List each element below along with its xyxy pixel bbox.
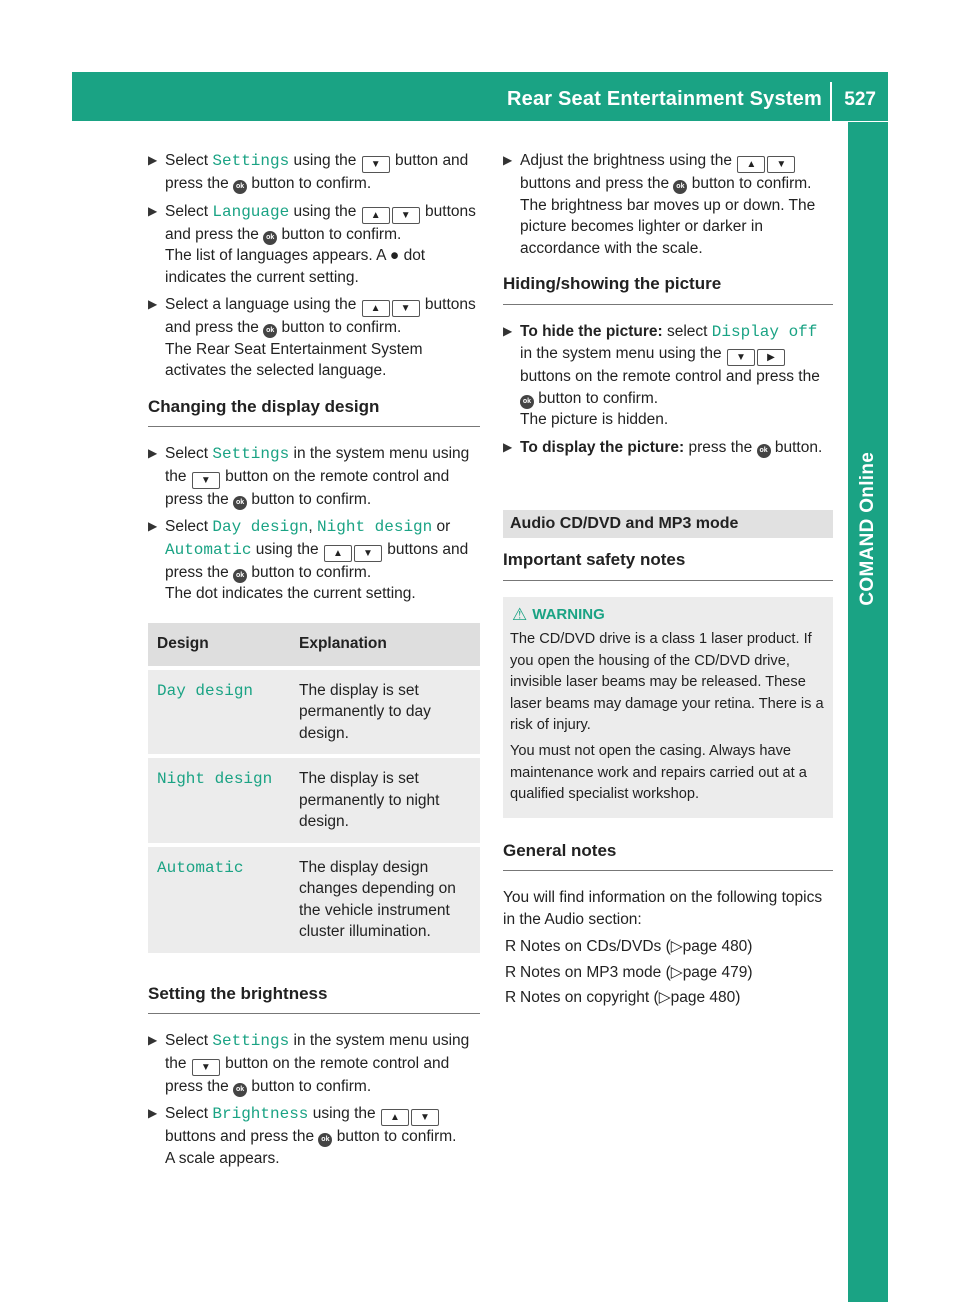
page-ref-link[interactable]: page 480) (670, 989, 741, 1007)
step-arrow-icon: ▶ (148, 297, 158, 311)
ok-button-icon: ok (520, 395, 534, 409)
step-adjust-brightness: ▶ Adjust the brightness using the ▲ ▼ buttons and press the ok button to confirm. The brightness bar moves up or down. The picture becomes lighter or darker in accordance with the scale. (503, 152, 816, 257)
down-key-icon: ▼ (354, 545, 382, 562)
table-cell-design: Automatic (157, 858, 244, 877)
header-divider (830, 82, 832, 121)
down-key-icon: ▼ (362, 156, 390, 173)
step-select-a-language: ▶ Select a language using the ▲ ▼ buttons and press the ok button to confirm. The Rear Seat Entertainment System activates the selected language. (148, 296, 476, 379)
design-table (148, 623, 480, 953)
up-key-icon: ▲ (324, 545, 352, 562)
down-key-icon: ▼ (767, 156, 795, 173)
step-note: The brightness bar moves up or down. The picture becomes lighter or darker in accordance with the scale. (520, 196, 816, 257)
step-arrow-icon: ▶ (148, 446, 158, 460)
table-row (148, 845, 480, 953)
general-intro: You will find information on the following topics in the Audio section: (503, 889, 823, 928)
table-cell-explanation: The display is set permanently to night design. (290, 756, 480, 845)
list-item: R Notes on MP3 mode (▷page 479) (503, 962, 833, 984)
warning-title: ⚠ WARNING (512, 604, 605, 624)
bullet-icon: R (505, 989, 517, 1007)
table-cell-explanation: The display is set permanently to day design. (290, 668, 480, 757)
step-note: The list of languages appears. A ● dot indicates the current setting. (165, 247, 426, 286)
left-column (148, 150, 480, 1175)
page-ref-link[interactable]: page 480) (682, 938, 753, 956)
step-select-language: ▶ Select Language using the ▲ ▼ buttons and press the ok button to confirm. The list of languages appears. A ● dot indicates the current setting. (148, 202, 476, 286)
right-key-icon: ▶ (757, 349, 785, 366)
table-row (148, 668, 480, 757)
page-ref-link[interactable]: page 479) (682, 963, 753, 981)
down-key-icon: ▼ (392, 300, 420, 317)
table-cell-explanation: The display design changes depending on the vehicle instrument cluster illumination. (290, 845, 480, 953)
ok-button-icon: ok (233, 180, 247, 194)
warning-text: The CD/DVD drive is a class 1 laser product. If you open the housing of the CD/DVD drive, invisible laser beams may be released. These laser beams may damage your retina. There is a risk of injury. (510, 631, 824, 734)
ok-button-icon: ok (318, 1133, 332, 1147)
ui-term-display-off: Display off (711, 322, 818, 341)
table-cell-design: Day design (157, 681, 254, 700)
ok-button-icon: ok (757, 444, 771, 458)
ui-term-day-design: Day design (212, 518, 309, 536)
step-select-settings-2: ▶ Select Settings in the system menu using the ▼ button on the remote control and press the ok button to confirm. (148, 445, 470, 508)
page-ref-icon: ▷ (670, 938, 683, 956)
step-select-brightness: ▶ Select Brightness using the ▲ ▼ buttons and press the ok button to confirm. A scale appears. (148, 1105, 457, 1167)
up-key-icon: ▲ (381, 1109, 409, 1126)
ui-term-language: Language (212, 202, 290, 221)
table-cell-design: Night design (157, 770, 273, 788)
ui-term-settings: Settings (212, 152, 290, 170)
section-title: Rear Seat Entertainment System (506, 88, 822, 110)
ui-term-night-design: Night design (317, 518, 433, 536)
ok-button-icon: ok (263, 324, 277, 338)
step-hide-picture: ▶ To hide the picture: select Display off in the system menu using the ▼ ▶ buttons on the remote control and press the ok button to confirm. The picture is hidden. (503, 322, 820, 428)
warning-icon: ⚠ (512, 604, 528, 624)
ok-button-icon: ok (673, 180, 687, 194)
step-note: The Rear Seat Entertainment System activates the selected language. (165, 340, 423, 379)
table-header-explanation: Explanation (290, 623, 480, 668)
heading-general-notes: General notes (503, 840, 833, 872)
ui-term-brightness: Brightness (212, 1105, 309, 1123)
ok-button-icon: ok (233, 569, 247, 583)
ok-button-icon: ok (263, 231, 277, 245)
down-key-icon: ▼ (411, 1109, 439, 1126)
up-key-icon: ▲ (362, 207, 390, 224)
list-item: R Notes on CDs/DVDs (▷page 480) (503, 936, 833, 958)
down-key-icon: ▼ (727, 349, 755, 366)
ok-button-icon: ok (233, 1083, 247, 1097)
up-key-icon: ▲ (362, 300, 390, 317)
ui-term-automatic: Automatic (165, 540, 252, 559)
page-number: 527 (844, 89, 876, 110)
header-bar (72, 72, 888, 121)
table-row (148, 756, 480, 845)
table-header-design: Design (148, 623, 290, 668)
warning-box (503, 597, 833, 818)
down-key-icon: ▼ (392, 207, 420, 224)
heading-display-design: Changing the display design (148, 396, 480, 428)
bullet-icon: R (505, 938, 517, 956)
ui-term-settings: Settings (212, 1032, 290, 1050)
step-select-design: ▶ Select Day design, Night design or Automatic using the ▲ ▼ buttons and press the ok button to confirm. The dot indicates the current setting. (148, 518, 469, 602)
section-band-audio: Audio CD/DVD and MP3 mode (503, 510, 833, 538)
step-arrow-icon: ▶ (148, 519, 158, 533)
down-key-icon: ▼ (192, 1059, 220, 1076)
heading-hiding-picture: Hiding/showing the picture (503, 273, 833, 305)
list-item: R Notes on copyright (▷page 480) (503, 987, 833, 1009)
step-select-settings: ▶ Select Settings using the ▼ button and press the ok button to confirm. (148, 152, 469, 192)
table-header-row (148, 623, 480, 668)
step-arrow-icon: ▶ (503, 439, 513, 454)
step-display-picture: ▶ To display the picture: press the ok button. (503, 437, 833, 459)
heading-safety-notes: Important safety notes (503, 549, 833, 581)
ui-term-settings: Settings (212, 445, 290, 463)
step-arrow-icon: ▶ (148, 153, 158, 167)
step-select-settings-3: ▶ Select Settings in the system menu using the ▼ button on the remote control and press the ok button to confirm. (148, 1032, 470, 1095)
up-key-icon: ▲ (737, 156, 765, 173)
step-note: The dot indicates the current setting. (165, 585, 416, 602)
heading-brightness: Setting the brightness (148, 983, 480, 1015)
right-column (503, 150, 833, 1013)
step-arrow-icon: ▶ (503, 323, 513, 338)
warning-text: You must not open the casing. Always have maintenance work and repairs carried out at a qualified specialist workshop. (510, 743, 807, 803)
page-ref-icon: ▷ (658, 989, 671, 1007)
bullet-icon: R (505, 963, 517, 981)
step-note: A scale appears. (165, 1149, 280, 1167)
ok-button-icon: ok (233, 496, 247, 510)
step-arrow-icon: ▶ (148, 203, 158, 218)
step-arrow-icon: ▶ (148, 1106, 158, 1120)
side-tab (848, 122, 888, 1302)
side-tab-label: COMAND Online (857, 452, 879, 606)
down-key-icon: ▼ (192, 472, 220, 489)
step-arrow-icon: ▶ (503, 153, 513, 167)
page-ref-icon: ▷ (670, 963, 683, 981)
step-arrow-icon: ▶ (148, 1033, 158, 1047)
step-note: The picture is hidden. (520, 411, 669, 428)
